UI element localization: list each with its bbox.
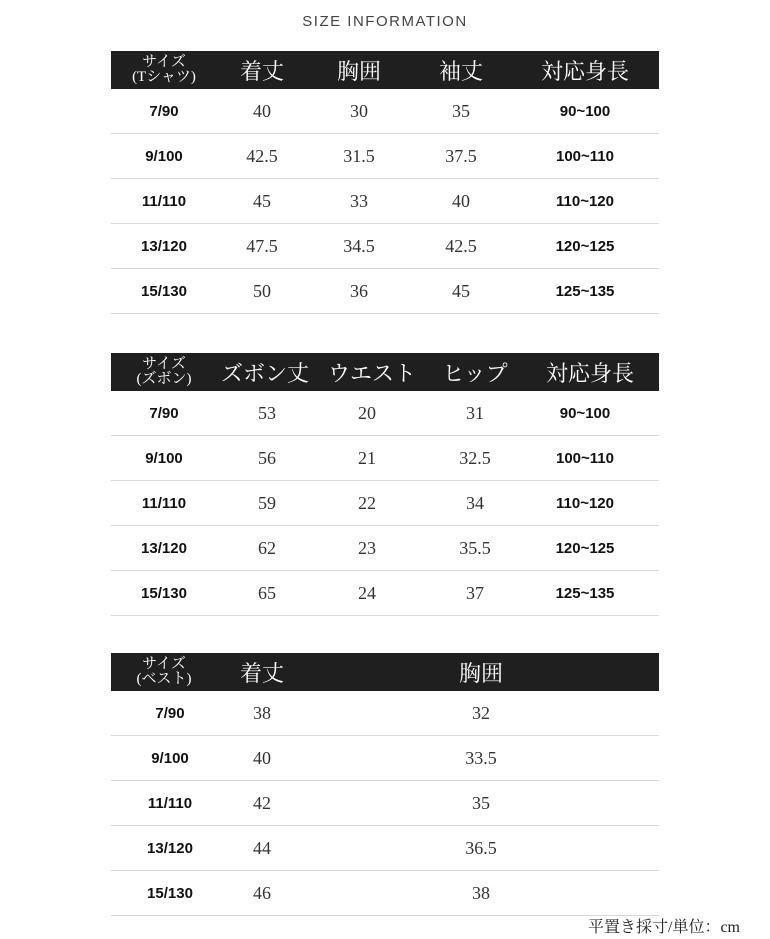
size-cell: 13/120: [141, 237, 187, 255]
chest-cell: 31.5: [343, 145, 375, 166]
table-row: [111, 826, 659, 871]
header-size: [111, 51, 217, 89]
waist-cell: 23: [358, 537, 376, 558]
hip-cell: 37: [466, 582, 484, 603]
header-chest: 胸囲: [336, 58, 381, 84]
table-header: [111, 51, 659, 89]
header-length: 着丈: [239, 660, 284, 686]
table-row: [111, 691, 659, 736]
size-cell: 7/90: [149, 102, 179, 120]
height-cell: 125~135: [555, 584, 615, 602]
table-row: [111, 224, 659, 269]
vest-size-table: [111, 653, 659, 916]
length-cell: 40: [253, 747, 271, 768]
chest-cell: 35: [472, 792, 490, 813]
header-size-line2: (ベスト): [136, 671, 192, 687]
header-size-line1: サイズ: [142, 356, 186, 372]
chest-cell: 36.5: [465, 837, 497, 858]
hip-cell: 31: [466, 402, 484, 423]
sleeve-cell: 37.5: [445, 145, 477, 166]
table-row: [111, 481, 659, 526]
table-row: [111, 871, 659, 916]
header-size: [111, 353, 217, 391]
header-size-line2: (ズボン): [136, 371, 192, 387]
chest-cell: 32: [472, 702, 490, 723]
table-row: [111, 269, 659, 314]
pants-length-cell: 65: [258, 582, 276, 603]
size-cell: 13/120: [147, 839, 193, 857]
height-cell: 90~100: [559, 102, 611, 120]
waist-cell: 21: [358, 447, 376, 468]
size-cell: 15/130: [141, 282, 187, 300]
length-cell: 38: [253, 702, 271, 723]
header-hip: ヒップ: [442, 360, 508, 386]
page-title: SIZE INFORMATION: [302, 13, 468, 30]
height-cell: 110~120: [556, 192, 614, 210]
table-row: [111, 134, 659, 179]
header-size-line1: サイズ: [142, 54, 186, 70]
pants-length-cell: 59: [258, 492, 276, 513]
table-row: [111, 391, 659, 436]
length-cell: 42: [253, 792, 271, 813]
sleeve-cell: 45: [452, 280, 470, 301]
length-cell: 44: [253, 837, 271, 858]
table-row: [111, 179, 659, 224]
length-cell: 47.5: [246, 235, 278, 256]
size-cell: 7/90: [149, 404, 179, 422]
height-cell: 90~100: [559, 404, 611, 422]
table-header: [111, 353, 659, 391]
table-row: [111, 89, 659, 134]
length-cell: 42.5: [246, 145, 278, 166]
sleeve-cell: 42.5: [445, 235, 477, 256]
sleeve-cell: 40: [452, 190, 470, 211]
length-cell: 46: [253, 882, 271, 903]
table-row: [111, 781, 659, 826]
size-cell: 9/100: [145, 449, 183, 467]
pants-size-table: [111, 353, 659, 616]
pants-length-cell: 56: [258, 447, 276, 468]
chest-cell: 33.5: [465, 747, 497, 768]
header-size-line2: (Tシャツ): [132, 69, 196, 85]
height-cell: 125~135: [555, 282, 615, 300]
header-length: 着丈: [239, 58, 284, 84]
length-cell: 45: [253, 190, 271, 211]
header-chest: 胸囲: [458, 660, 503, 686]
length-cell: 40: [253, 100, 271, 121]
tshirt-size-table: [111, 51, 659, 314]
size-cell: 11/110: [147, 794, 193, 812]
hip-cell: 34: [466, 492, 484, 513]
header-height: 対応身長: [545, 360, 634, 386]
chest-cell: 38: [472, 882, 490, 903]
table-row: [111, 736, 659, 781]
hip-cell: 32.5: [459, 447, 491, 468]
pants-length-cell: 53: [258, 402, 276, 423]
size-cell: 11/110: [141, 494, 187, 512]
height-cell: 100~110: [556, 449, 614, 467]
waist-cell: 20: [358, 402, 376, 423]
table-header: [111, 653, 659, 691]
table-row: [111, 436, 659, 481]
sleeve-cell: 35: [452, 100, 470, 121]
header-pants-length: ズボン丈: [220, 360, 309, 386]
size-cell: 9/100: [151, 749, 189, 767]
height-cell: 120~125: [555, 237, 615, 255]
table-row: [111, 571, 659, 616]
size-cell: 9/100: [145, 147, 183, 165]
size-cell: 15/130: [147, 884, 193, 902]
header-size-line1: サイズ: [142, 656, 186, 672]
measurement-note: 平置き採寸/単位：cm: [588, 919, 740, 936]
waist-cell: 24: [358, 582, 376, 603]
chest-cell: 33: [350, 190, 368, 211]
height-cell: 120~125: [555, 539, 615, 557]
header-sleeve: 袖丈: [438, 58, 483, 84]
length-cell: 50: [253, 280, 271, 301]
table-row: [111, 526, 659, 571]
size-cell: 15/130: [141, 584, 187, 602]
height-cell: 110~120: [556, 494, 614, 512]
height-cell: 100~110: [556, 147, 614, 165]
header-waist: ウエスト: [327, 360, 416, 386]
pants-length-cell: 62: [258, 537, 276, 558]
hip-cell: 35.5: [459, 537, 491, 558]
size-cell: 7/90: [155, 704, 185, 722]
size-cell: 11/110: [141, 192, 187, 210]
header-size: [111, 653, 217, 691]
chest-cell: 36: [350, 280, 368, 301]
size-cell: 13/120: [141, 539, 187, 557]
waist-cell: 22: [358, 492, 376, 513]
chest-cell: 34.5: [343, 235, 375, 256]
chest-cell: 30: [350, 100, 368, 121]
header-height: 対応身長: [540, 58, 629, 84]
